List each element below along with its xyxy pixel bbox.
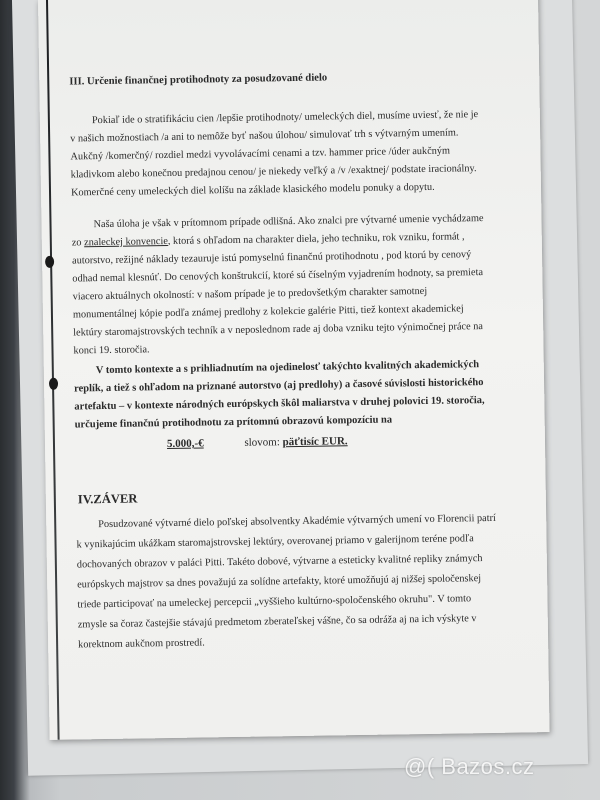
binder-edge	[46, 0, 60, 740]
conclusion-line: zmysle sa čoraz častejšie stávajú predmetom zberateľskej vášne, čo sa odráža aj na ich výskyte v	[77, 613, 477, 631]
paragraph-line: kladivkom alebo konečnou predajnou cenou/ je niekedy veľký a /v /exaktnej/ podstate iracionálny.	[70, 163, 477, 181]
conclusion-line: dochovaných obrazov v paláci Pitti. Takéto dobové, výtvarne a esteticky kvalitné repliky známych	[76, 553, 483, 571]
punch-hole	[45, 256, 54, 268]
conclusion-line: Posudzované výtvarné dielo poľskej absolventky Akadémie výtvarných umení vo Florencii patrí	[98, 512, 496, 531]
paragraph-line: autorstvo, režijné náklady tezauruje istú pomyselnú finančnú protihodnotu , pod ktorú by cenový	[72, 249, 472, 267]
punch-hole	[49, 378, 58, 390]
section-3-title: III. Určenie finančnej protihodnoty za posudzované dielo	[69, 72, 328, 88]
bold-statement-line: artefaktu – v kontexte národných európskych škôl maliarstva v druhej polovici 19. storočia,	[74, 395, 485, 413]
underlined-term: znaleckej konvencie	[84, 235, 168, 249]
paragraph-line: Naša úloha je však v prítomnom prípade odlišná. Ako znalci pre výtvarné umenie vychádzame	[93, 213, 484, 231]
bold-statement-line: určujeme finančnú protihodnotu za prítomnú obrazovú kompozíciu na	[74, 414, 393, 431]
paragraph-line: lektúry staromajstrovských techník a v neposlednom rade aj doba vzniku tejto výnimočnej práce na	[73, 321, 484, 339]
paragraph-line: Komerčné ceny umeleckých diel kolíšu na základe klasického modelu ponuky a dopytu.	[70, 181, 435, 199]
valuation-amount: 5.000,-€	[166, 437, 204, 451]
conclusion-line: triede participovať na umeleckej percepcii „vyššieho kultúrno-spoločenského okruhu". V tomto	[77, 593, 472, 611]
conclusion-line: k vynikajúcim ukážkam staromajstrovskej lektúry, overovanej priamo v galerijnom teréne podľa	[76, 533, 474, 551]
paragraph-line: konci 19. storočia.	[73, 344, 150, 357]
paragraph-line: odhad nemal klesnúť. Do cenových konštrukcií, ktoré sú číselným vyjadrením hodnoty, sa premieta	[72, 267, 484, 285]
bold-statement-line: replík, a tiež s ohľadom na priznané autorstvo (aj predlohy) a časové súvislosti historického	[74, 377, 484, 395]
conclusion-line: európskych majstrov sa dnes považujú za solídne artefakty, ktoré umožňujú aj nižšej spoločenskej	[77, 573, 482, 591]
paragraph-line: v našich možnostiach /a ani to nemôže byť našou úlohou/ simulovať trh s výtvarným umením.	[70, 127, 459, 145]
paragraph-line: Aukčný /komerčný/ rozdiel medzi vyvolávacími cenami a tzv. hammer price /úder aukčným	[70, 145, 451, 163]
paragraph-line: zo znaleckej konvencie, ktorá s ohľadom na charakter diela, jeho techniku, rok vzniku, formát ,	[71, 231, 465, 249]
bold-statement-line: V tomto kontexte a s prihliadnutím na ojedinelosť takýchto kvalitných akademických	[95, 359, 480, 377]
paragraph-line: monumentálnej kópie podľa známej predlohy z kolekcie galérie Pitti, tiež kontext akademickej	[72, 303, 464, 321]
amount-words-label: slovom:	[244, 436, 280, 449]
valuation-amount-line	[167, 435, 348, 450]
bazos-watermark: @( Bazos.cz	[404, 754, 535, 779]
document-page	[38, 0, 550, 740]
paragraph-line: Pokiaľ ide o stratifikáciu cien /lepšie protihodnoty/ umeleckých diel, musíme uviesť, že nie je	[91, 109, 479, 127]
section-4-title: IV.ZÁVER	[77, 491, 138, 507]
amount-in-words: päťtisíc EUR.	[282, 435, 348, 449]
paragraph-line: viacero aktuálnych okolností: v našom prípade je to predovšetkým charakter samotnej	[72, 285, 428, 303]
conclusion-line: korektnom aukčnom prostredí.	[78, 637, 205, 651]
